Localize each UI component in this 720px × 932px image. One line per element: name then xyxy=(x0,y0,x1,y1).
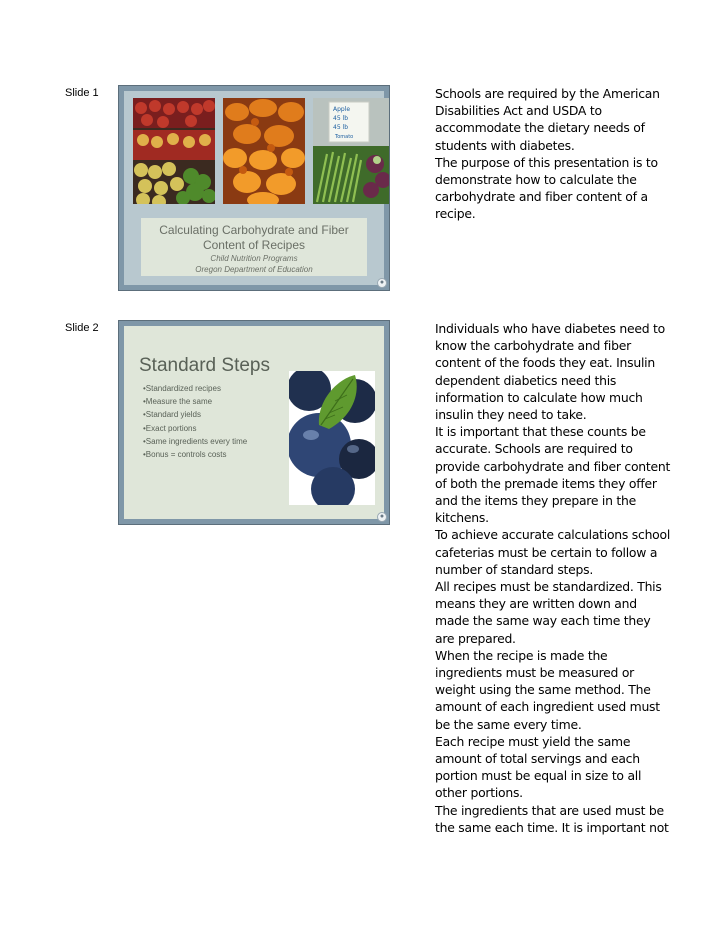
slide-1-note-paragraph: Schools are required by the American Disabilities Act and USDA to accommodate the dietary needs of students with diabetes. xyxy=(435,86,660,153)
slide-1-thumbnail[interactable] xyxy=(118,85,390,291)
market-sign-line-1: Apple xyxy=(333,106,351,113)
slide-2-note-paragraph: All recipes must be standardized. This means they are written down and made the same way each time they are prepared. xyxy=(435,579,662,646)
slide-1-caption-box xyxy=(141,218,367,276)
slide-2-notes xyxy=(435,320,671,836)
slide-1-title-line-2: Content of Recipes xyxy=(202,238,306,252)
slide-1-subtitle-line-2: Oregon Department of Education xyxy=(195,265,313,274)
slide-2-bullet-list xyxy=(143,382,247,461)
slide-2-note-paragraph: Each recipe must yield the same amount of total servings and each portion must be equal in size to all other portions. xyxy=(435,733,642,801)
slide-2-title: Standard Steps xyxy=(139,355,270,376)
slide-2-thumbnail[interactable] xyxy=(118,320,390,525)
slide-2-note-paragraph: The ingredients that are used must be the same each time. It is important not xyxy=(435,802,669,835)
market-sign-line-4: Tomato xyxy=(335,134,354,140)
market-sign-line-3: 45 lb xyxy=(333,124,349,131)
slide-2-note-paragraph: Individuals who have diabetes need to know the carbohydrate and fiber content of the foods they eat. Insulin dependent diabetics need this information to calculate how much insulin they need to take. xyxy=(435,321,665,423)
slide-2-corner-icon: ● xyxy=(377,512,387,522)
slide-2-note-paragraph: When the recipe is made the ingredients must be measured or weight using the same method. The amount of each ingredient used must be the same every time. xyxy=(435,647,660,732)
slide-2-note-paragraph: To achieve accurate calculations school cafeterias must be certain to follow a number of standard steps. xyxy=(435,527,671,577)
slide-2-label: Slide 2 xyxy=(65,322,99,334)
slide-1-notes xyxy=(435,85,671,223)
slide-1-label: Slide 1 xyxy=(65,87,99,99)
slide-2-note-paragraph: It is important that these counts be accurate. Schools are required to provide carbohydrate and fiber content of both the premade items they offer and the items they prepare in the kitchens. xyxy=(435,424,671,526)
slide-2-bullet: •Standard yields xyxy=(143,410,201,420)
asparagus-photo xyxy=(313,98,389,204)
slide-2-bullet: •Measure the same xyxy=(143,397,213,407)
slide-2-bullet: •Exact portions xyxy=(143,423,197,433)
apples-photo xyxy=(133,98,215,204)
slide-1-title-line-1: Calculating Carbohydrate and Fiber xyxy=(159,223,349,237)
slide-2-bullet: •Same ingredients every time xyxy=(143,436,248,446)
slide-1-corner-icon: ● xyxy=(377,278,387,288)
slide-1-note-paragraph: The purpose of this presentation is to demonstrate how to calculate the carbohydrate and fiber content of a recipe. xyxy=(435,154,658,222)
bread-photo xyxy=(223,98,305,204)
slide-2-bullet: •Bonus = controls costs xyxy=(143,450,227,460)
market-sign-line-2: 45 lb xyxy=(333,115,349,122)
slide-2-bullet: •Standardized recipes xyxy=(143,384,221,393)
slide-1-subtitle-line-1: Child Nutrition Programs xyxy=(210,254,298,263)
blueberries-photo xyxy=(289,371,375,505)
